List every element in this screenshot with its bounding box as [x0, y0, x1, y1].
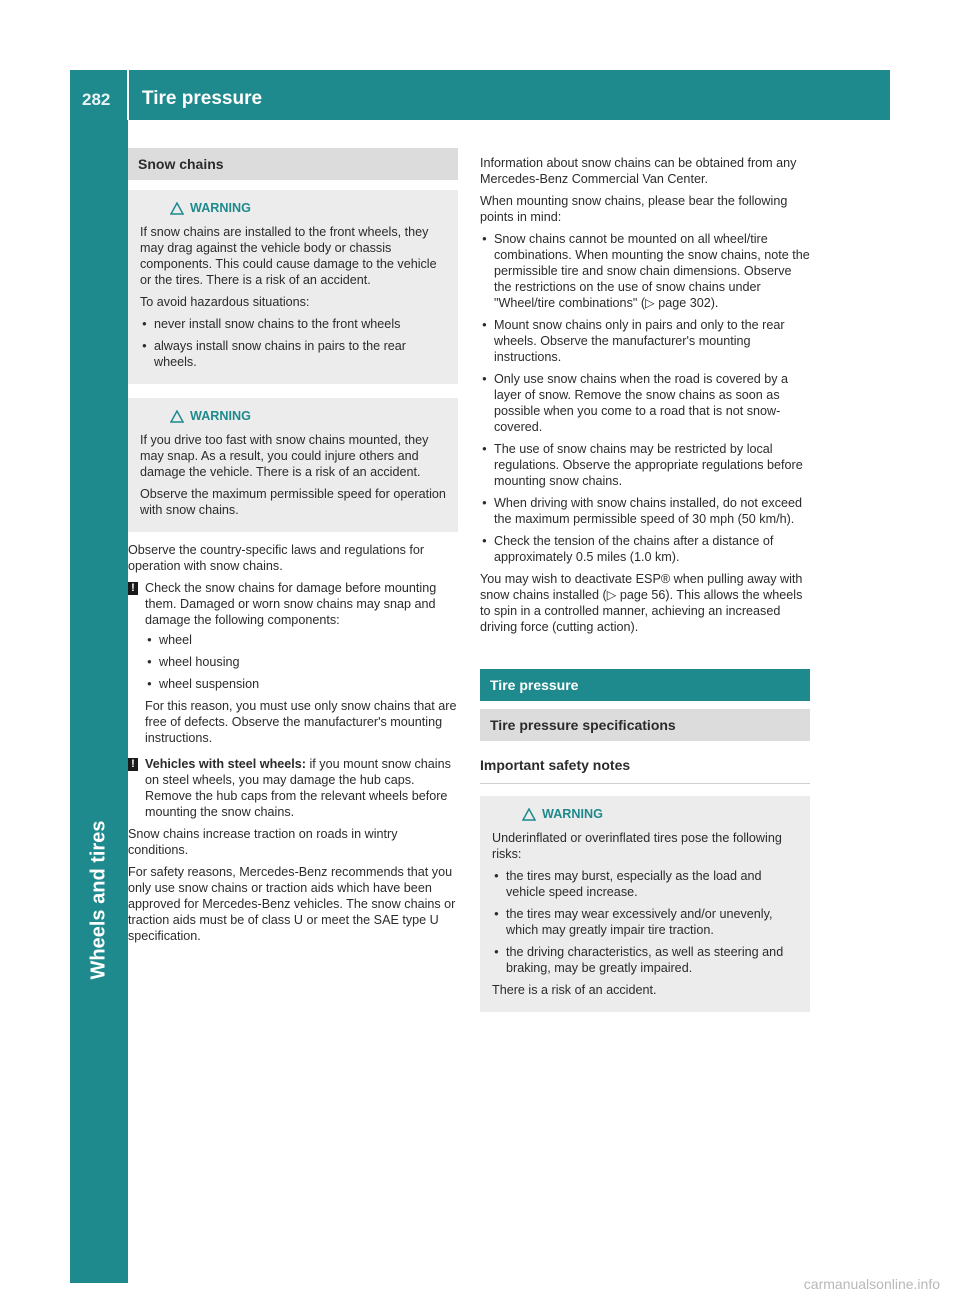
list-item: ● The use of snow chains may be restricted by local regulations. Observe the appropriate regulations before mounting snow chains. — [480, 441, 810, 489]
chapter-label: Wheels and tires — [87, 820, 110, 980]
warning-text: There is a risk of an accident. — [492, 983, 657, 997]
warning-box-2 — [128, 398, 458, 532]
notice-bold: Vehicles with steel wheels: — [145, 757, 306, 771]
notice-2 — [128, 756, 458, 820]
warning-triangle-icon — [522, 808, 536, 821]
warning-triangle-icon — [170, 410, 184, 423]
list-item: ● Check the tension of the chains after a distance of approximately 0.5 miles (1.0 km). — [480, 533, 810, 565]
warning-triangle-icon — [170, 202, 184, 215]
list-item: ● wheel — [145, 632, 458, 648]
notice-text: if you mount snow chains on steel wheels, you may damage the hub caps. Remove the hub caps from the relevant wheels before mounting the snow chains. — [145, 757, 451, 819]
list-item: ● Only use snow chains when the road is covered by a layer of snow. Remove the snow chains as soon as possible when you come to a road that is not snow-covered. — [480, 371, 810, 435]
page-header — [70, 70, 890, 120]
paragraph: Information about snow chains can be obtained from any Mercedes-Benz Commercial Van Center. — [480, 156, 797, 186]
paragraph: For safety reasons, Mercedes-Benz recommends that you only use snow chains or traction aids which have been approved for Mercedes-Benz vehicles. The snow chains or traction aids must be of class U or meet the SAE type U specification. — [128, 865, 456, 943]
list-item: ● When driving with snow chains installed, do not exceed the maximum permissible speed of 30 mph (50 km/h). — [480, 495, 810, 527]
paragraph: You may wish to deactivate ESP® when pulling away with snow chains installed (▷ page 56). This allows the wheels to spin in a controlled manner, achieving an increased driving force (cutting action). — [480, 572, 803, 634]
subheading-safety-notes: Important safety notes — [480, 757, 810, 784]
list-item: ● the driving characteristics, as well as steering and braking, may be greatly impaired. — [492, 944, 798, 976]
warning-box-1 — [128, 190, 458, 384]
list-item: ● the tires may burst, especially as the load and vehicle speed increase. — [492, 868, 798, 900]
list-item: ● the tires may wear excessively and/or unevenly, which may greatly impair tire traction. — [492, 906, 798, 938]
right-column — [480, 155, 810, 1012]
section-title-tire-pressure: Tire pressure — [480, 669, 810, 701]
list-item: ● wheel housing — [145, 654, 458, 670]
watermark-link[interactable]: carmanualsonline.info — [803, 1276, 940, 1292]
warning-label: WARNING — [190, 409, 251, 423]
list-item: ● Mount snow chains only in pairs and only to the rear wheels. Observe the manufacturer's mounting instructions. — [480, 317, 810, 365]
list-item: ● Snow chains cannot be mounted on all wheel/tire combinations. When mounting the snow chains, note the permissible tire and snow chain dimensions. Observe the restrictions on the use of snow chains under "Wheel/tire combinations" (▷ page 302). — [480, 231, 810, 311]
paragraph: Snow chains increase traction on roads in wintry conditions. — [128, 827, 398, 857]
chapter-side-tab — [70, 120, 128, 1283]
warning-text: Observe the maximum permissible speed for operation with snow chains. — [140, 487, 446, 517]
warning-box-3 — [480, 796, 810, 1012]
warning-text: To avoid hazardous situations: — [140, 295, 310, 309]
warning-text: If snow chains are installed to the front wheels, they may drag against the vehicle body or chassis components. This could cause damage to the vehicle or the tires. There is a risk of an accident. — [140, 225, 437, 287]
notice-icon: ! — [128, 582, 138, 595]
left-column — [128, 148, 458, 950]
section-title-tire-pressure-specs: Tire pressure specifications — [480, 709, 810, 741]
notice-text: For this reason, you must use only snow chains that are free of defects. Observe the manufacturer's mounting instructions. — [145, 699, 457, 745]
paragraph: When mounting snow chains, please bear the following points in mind: — [480, 194, 788, 224]
notice-icon: ! — [128, 758, 138, 771]
page-title: Tire pressure — [142, 88, 263, 109]
notice-text: Check the snow chains for damage before mounting them. Damaged or worn snow chains may snap and damage the following components: — [145, 581, 437, 627]
warning-label: WARNING — [190, 201, 251, 215]
list-item: ● never install snow chains to the front wheels — [140, 316, 446, 332]
warning-text: If you drive too fast with snow chains mounted, they may snap. As a result, you could injure others and damage the vehicle. There is a risk of an accident. — [140, 433, 429, 479]
notice-1 — [128, 580, 458, 746]
warning-text: Underinflated or overinflated tires pose the following risks: — [492, 831, 782, 861]
page-number: 282 — [82, 90, 111, 109]
paragraph: Observe the country-specific laws and regulations for operation with snow chains. — [128, 543, 425, 573]
section-title-snow-chains: Snow chains — [128, 148, 458, 180]
list-item: ● always install snow chains in pairs to the rear wheels. — [140, 338, 446, 370]
list-item: ● wheel suspension — [145, 676, 458, 692]
warning-label: WARNING — [542, 807, 603, 821]
header-divider — [127, 70, 129, 120]
